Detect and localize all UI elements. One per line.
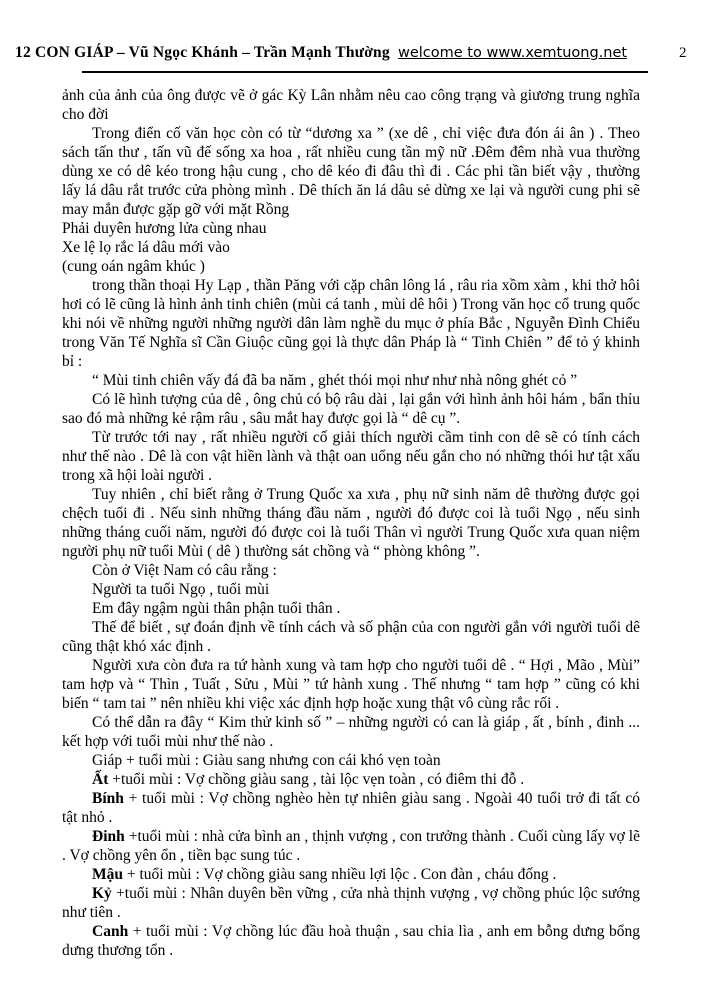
paragraph-trung-quoc: Tuy nhiên , chỉ biết rằng ở Trung Quốc xa xưa , phụ nữ sinh năm dê thường được gọi chệch tuổi đi . Nếu sinh những tháng đầu năm , người đó được coi là tuổi Ngọ , nếu sinh những tháng cuối năm, người đó được coi là tuổi Thân vì người Trung Quốc xưa quan niệm người phụ nữ tuổi Mùi ( dê ) thường sát chồng và “ phòng không ”. bbox=[62, 486, 640, 560]
can-name-binh: Bính bbox=[92, 790, 124, 807]
compat-line-ky: Kỷ +tuổi mùi : Nhân duyên bền vững , cửa nhà thịnh vượng , vợ chồng phúc lộc sướng như tiên . bbox=[62, 885, 640, 921]
paragraph-viet-nam: Còn ở Việt Nam có câu rằng : bbox=[92, 562, 277, 579]
page-header-title: 12 CON GIÁP – Vũ Ngọc Khánh – Trần Mạnh Thường bbox=[15, 44, 390, 61]
paragraph-than-thoai: trong thần thoại Hy Lạp , thần Păng với cặp chân lông lá , râu ria xồm xàm , khi thở hôi hơi có lẽ cũng là hình ảnh tinh chiên (mùi cá tanh , mùi dê hôi ) Trong văn học cổ trung quốc khi nói về những người những người dân làm nghề du mục ở phía Bắc , Nguyễn Đình Chiểu trong Văn Tế Nghĩa sĩ Cần Giuộc cũng gọi là thực dân Pháp là “ Tinh Chiên ” để tỏ ý khinh bỉ : bbox=[62, 277, 640, 370]
paragraph-hinh-tuong-de: Có lẽ hình tượng của dê , ông chủ có bộ râu dài , lại gắn với hình ảnh hôi hám , bẩn thỉu sao đó mà những kẻ rậm râu , sâu mắt hay được gọi là “ dê cụ ”. bbox=[62, 391, 640, 427]
compat-line-mau: Mậu + tuổi mùi : Vợ chồng giàu sang nhiều lợi lộc . Con đàn , cháu đống . bbox=[92, 866, 557, 883]
compat-line-at: Ất +tuổi mùi : Vợ chồng giàu sang , tài lộc vẹn toàn , có điêm thi đỗ . bbox=[92, 771, 525, 788]
can-name-mau: Mậu bbox=[92, 866, 123, 883]
quote-tinh-chien: “ Mùi tinh chiên vấy đá đã ba năm , ghét thói mọi như như nhà nông ghét cỏ ” bbox=[92, 372, 578, 389]
compat-line-canh: Canh + tuổi mùi : Vợ chồng lúc đầu hoà thuận , sau chia lìa , anh em bỗng dưng bổng dưng thương tổn . bbox=[62, 923, 640, 959]
header-divider bbox=[82, 71, 648, 73]
document-body bbox=[62, 86, 640, 960]
poem-source: (cung oán ngâm khúc ) bbox=[62, 258, 205, 275]
paragraph-continuation: ảnh của ảnh của ông được vẽ ở gác Kỳ Lân nhằm nêu cao công trạng và giương trung nghĩa cho đời bbox=[62, 87, 640, 123]
poem-line-4: Em đây ngậm ngùi thân phận tuổi thân . bbox=[92, 600, 341, 617]
paragraph-duong-xa: Trong điển cố văn học còn có từ “dương xa ” (xe dê , chỉ việc đưa đón ái ân ) . Theo sách tấn thư , tấn vũ đế sống xa hoa , rất nhiều cung tần mỹ nữ .Đêm đêm nhà vua thường dùng xe có dê kéo trong hậu cung , cho dê kéo đi đâu thì đi . Các phi tần biết vậy , thường lấy lá dâu rắt trước cửa phòng mình . Dê thích ăn lá dâu sẻ dừng xe lại và người cung phi sẽ may mắn được gặp gỡ với mặt Rồng bbox=[62, 125, 640, 218]
website-link[interactable]: welcome to www.xemtuong.net bbox=[398, 45, 628, 61]
can-name-at: Ất bbox=[92, 771, 109, 788]
paragraph-tinh-cach: Từ trước tới nay , rất nhiều người cố giải thích người cầm tinh con dê sẽ có tính cách như thế nào . Dê là con vật hiền lành và thật oan uổng nếu gắn cho nó những thói hư tật xấu trong xã hội loài người . bbox=[62, 429, 640, 484]
poem-line-2: Xe lệ lọ rắc lá dâu mới vào bbox=[62, 239, 230, 256]
poem-line-3: Người ta tuổi Ngọ , tuổi mùi bbox=[92, 581, 270, 598]
compat-line-binh: Bính + tuổi mùi : Vợ chồng nghèo hèn tự nhiên giàu sang . Ngoài 40 tuổi trở đi tất có tật nhỏ . bbox=[62, 790, 640, 826]
paragraph-kim-thu-kinh-so: Có thể dẫn ra đây “ Kim thử kinh số ” – những người có can là giáp , ất , bính , đinh ... kết hợp với tuổi mùi như thế nào . bbox=[62, 714, 640, 750]
can-name-ky: Kỷ bbox=[92, 885, 112, 902]
page-number: 2 bbox=[679, 45, 687, 61]
paragraph-tam-hop: Người xưa còn đưa ra tứ hành xung và tam hợp cho người tuổi dê . “ Hợi , Mão , Mùi” tam hợp và “ Thìn , Tuất , Sửu , Mùi ” tứ hành xung . Thế nhưng “ tam hợp ” cũng có khi biến “ tam tai ” nên nhiều khi việc xác định hợp hoặc xung thật vô cùng rắc rối . bbox=[62, 657, 640, 712]
paragraph-doan-dinh: Thế để biết , sự đoán định về tính cách và số phận của con người gắn với người tuổi dê cũng thật khó xác định . bbox=[62, 619, 640, 655]
can-name-dinh: Đinh bbox=[92, 828, 125, 845]
poem-line-1: Phải duyên hương lửa cùng nhau bbox=[62, 220, 267, 237]
compat-line-dinh: Đinh +tuổi mùi : nhà cửa bình an , thịnh vượng , con trưởng thành . Cuối cùng lấy vợ lẽ . Vợ chồng yên ổn , tiền bạc sung túc . bbox=[62, 828, 640, 864]
can-name-canh: Canh bbox=[92, 923, 129, 940]
compat-line-giap: Giáp + tuổi mùi : Giàu sang nhưng con cái khó vẹn toàn bbox=[92, 752, 441, 769]
